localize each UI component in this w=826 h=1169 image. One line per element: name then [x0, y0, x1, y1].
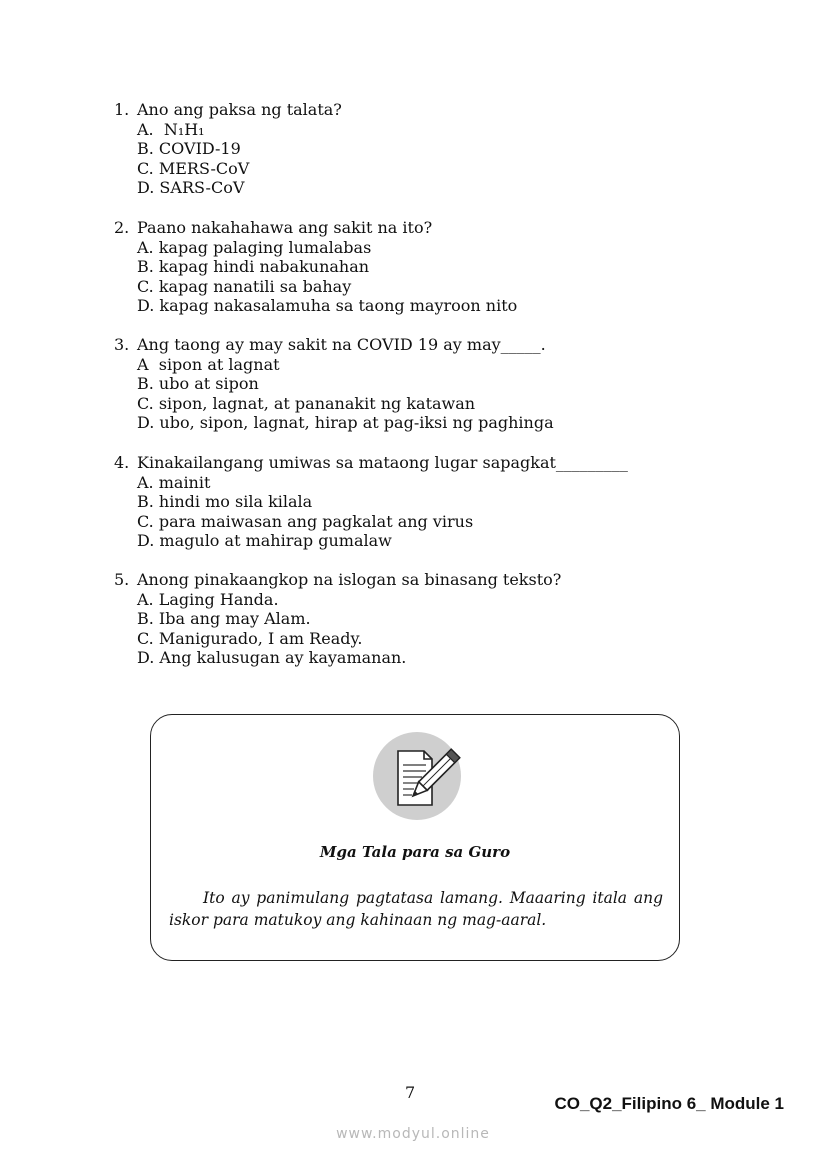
question-5 — [114, 570, 674, 668]
option-c: C. MERS-CoV — [137, 158, 250, 178]
question-number: 5. — [114, 570, 130, 589]
question-text: Ano ang paksa ng talata? — [137, 100, 342, 119]
option-d: D. Ang kalusugan ay kayamanan. — [137, 648, 407, 668]
question-number: 2. — [114, 218, 130, 237]
question-number: 1. — [114, 100, 130, 119]
option-c: C. Manigurado, I am Ready. — [137, 628, 363, 648]
question-text: Ang taong ay may sakit na COVID 19 ay may_____. — [137, 335, 546, 354]
option-b: B. COVID-19 — [137, 139, 241, 159]
option-c: C. para maiwasan ang pagkalat ang virus — [137, 511, 474, 531]
note-body: Ito ay panimulang pagtatasa lamang. Maaaring itala ang iskor para matukoy ang kahinaan ng mag-aaral. — [169, 889, 663, 929]
option-a: A. mainit — [137, 472, 211, 492]
question-2 — [114, 218, 674, 316]
option-b: B. Iba ang may Alam. — [137, 609, 311, 629]
option-b: B. hindi mo sila kilala — [137, 492, 313, 512]
watermark: www.modyul.online — [336, 1126, 490, 1142]
module-code: CO_Q2_Filipino 6_ Module 1 — [554, 1094, 784, 1113]
option-b: B. kapag hindi nabakunahan — [137, 257, 370, 277]
question-4 — [114, 453, 674, 551]
question-1 — [114, 100, 674, 198]
option-b: B. ubo at sipon — [137, 374, 259, 394]
question-text: Anong pinakaangkop na islogan sa binasang teksto? — [137, 570, 562, 589]
option-d: D. kapag nakasalamuha sa taong mayroon nito — [137, 296, 518, 316]
option-a: A. kapag palaging lumalabas — [137, 237, 372, 257]
option-d: D. ubo, sipon, lagnat, hirap at pag-iksi ng paghinga — [137, 413, 554, 433]
option-d: D. magulo at mahirap gumalaw — [137, 531, 392, 551]
question-number: 4. — [114, 453, 130, 472]
question-text: Paano nakahahawa ang sakit na ito? — [137, 218, 433, 237]
note-title: Mga Tala para sa Guro — [319, 843, 511, 861]
page-number: 7 — [405, 1083, 416, 1102]
option-c: C. sipon, lagnat, at pananakit ng katawan — [137, 393, 476, 413]
question-text: Kinakailangang umiwas sa mataong lugar sapagkat_________ — [137, 453, 628, 472]
notepad-pencil-icon — [372, 731, 462, 821]
option-a: A. Laging Handa. — [137, 589, 279, 609]
option-a: A. N₁H₁ — [137, 119, 205, 139]
option-a: A sipon at lagnat — [137, 354, 280, 374]
teacher-note-box — [150, 714, 680, 961]
option-c: C. kapag nanatili sa bahay — [137, 276, 352, 296]
question-3 — [114, 335, 674, 433]
question-number: 3. — [114, 335, 130, 354]
option-d: D. SARS-CoV — [137, 178, 245, 198]
